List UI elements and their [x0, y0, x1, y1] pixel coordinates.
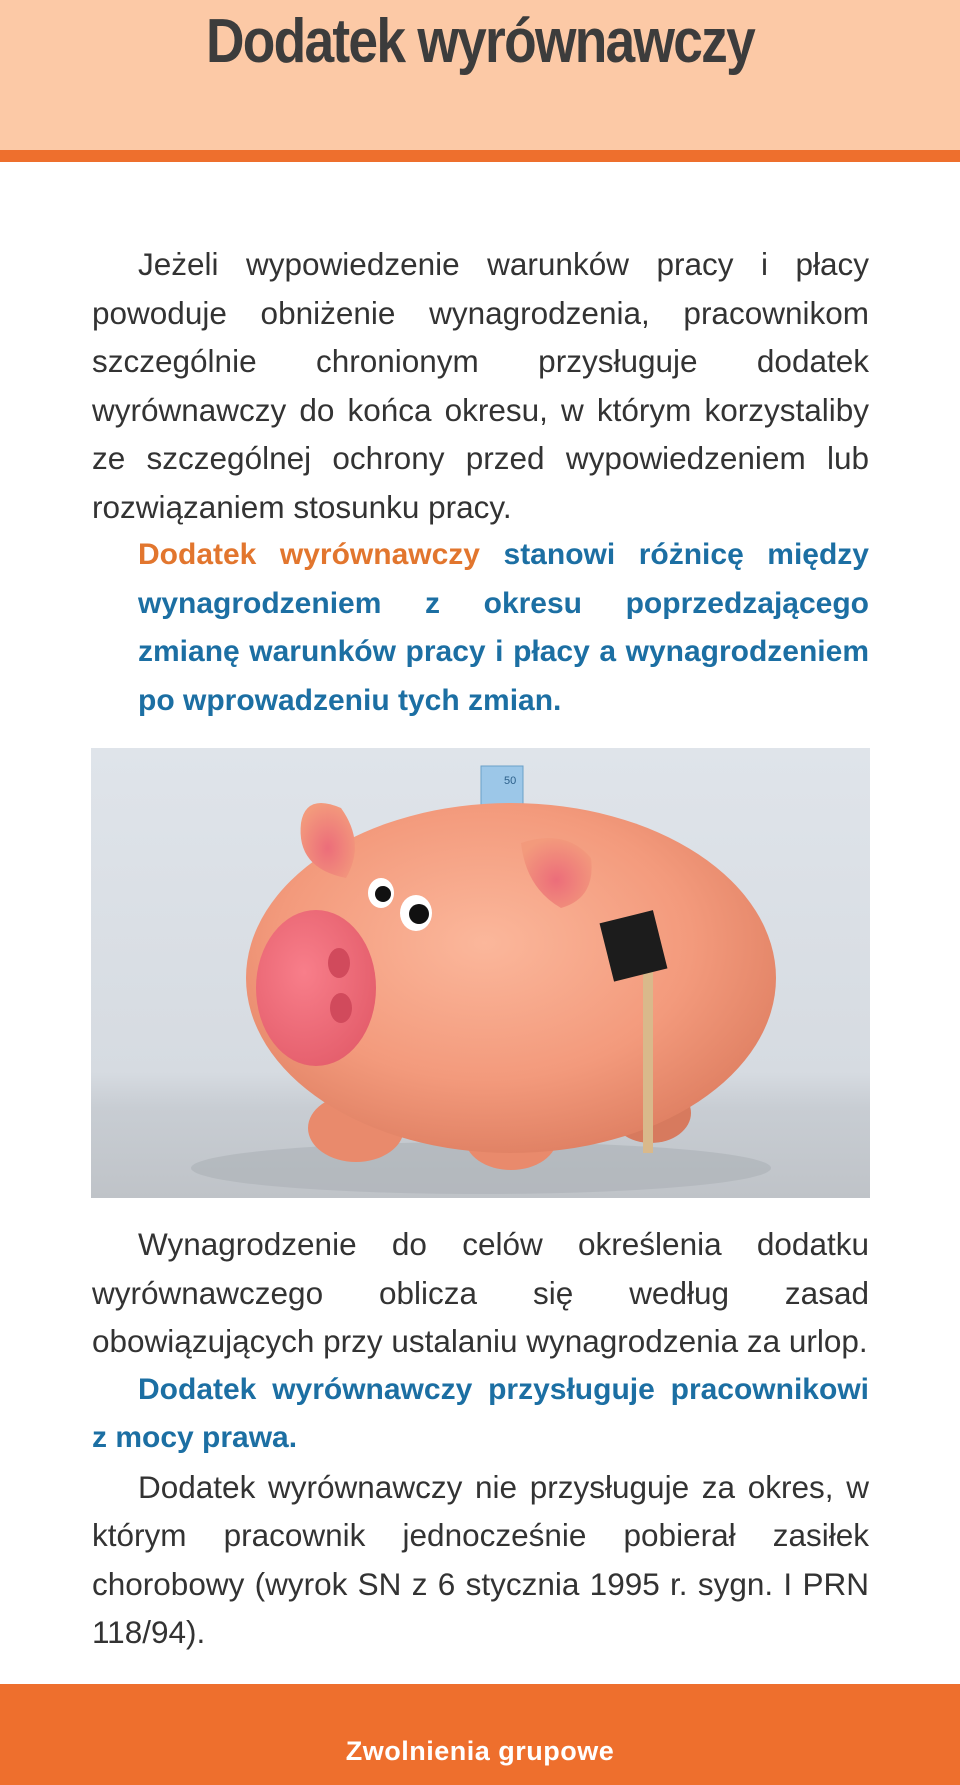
definition-body: stanowi różnicę między wynagrodzeniem z okresu poprzedzającego zmianę warunków pracy i płacy a wynagrodzeniem po wprowadzeniu tych zmian.	[138, 538, 869, 717]
piggy-bank-illustration	[91, 748, 870, 1198]
pig-nostril-top	[328, 948, 350, 978]
by-law-highlight: Dodatek wyrównawczy przysługuje pracownikowi z mocy prawa.	[92, 1372, 869, 1454]
pig-snout	[256, 910, 376, 1066]
section-details	[92, 1220, 869, 1657]
page-title: Dodatek wyrównawczy	[205, 7, 755, 76]
piggy-bank-photo	[91, 748, 870, 1198]
intro-paragraph: Jeżeli wypowiedzenie warunków pracy i płacy powoduje obniżenie wynagrodzenia, pracownikom szczególnie chronionym przysługuje dodatek wyrównawczy do końca okresu, w którym korzystaliby ze szczególnej ochrony przed wypowiedzeniem lub rozwiązaniem stosunku pracy.	[92, 246, 869, 525]
page-header	[0, 0, 960, 162]
definition-term: Dodatek wyrównawczy	[138, 538, 480, 571]
calculation-paragraph: Wynagrodzenie do celów określenia dodatku wyrównawczego oblicza się według zasad obowiązujących przy ustalaniu wynagrodzenia za urlop.	[92, 1226, 869, 1359]
svg-text:50: 50	[504, 775, 517, 787]
section-intro	[92, 240, 869, 725]
footer-section-label: Zwolnienia grupowe	[345, 1736, 615, 1766]
definition-highlight	[92, 531, 869, 725]
sickness-paragraph: Dodatek wyrównawczy nie przysługuje za okres, w którym pracownik jednocześnie pobierał zasiłek chorobowy (wyrok SN z 6 stycznia 1995 r. sygn. I PRN 118/94).	[92, 1468, 869, 1650]
definition-text	[138, 531, 869, 725]
page-footer	[0, 1684, 960, 1785]
pig-nostril-bottom	[330, 993, 352, 1023]
